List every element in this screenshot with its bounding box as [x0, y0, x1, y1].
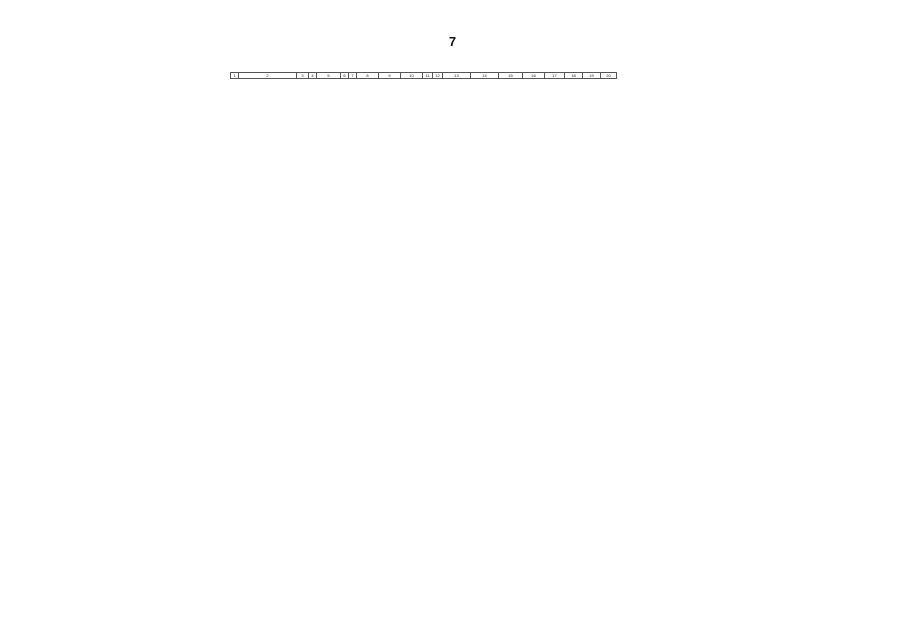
column-number-9: 9 [379, 73, 401, 79]
page-number: 7 [448, 34, 457, 49]
column-number-1: 1 [231, 73, 239, 79]
register-table-wrapper [230, 72, 617, 79]
column-number-5: 5 [317, 73, 341, 79]
column-number-15: 15 [499, 73, 523, 79]
column-number-17: 17 [545, 73, 565, 79]
column-number-13: 13 [443, 73, 471, 79]
column-number-4: 4 [309, 73, 317, 79]
column-number-6: 6 [341, 73, 349, 79]
column-number-12: 12 [433, 73, 443, 79]
column-number-7: 7 [349, 73, 357, 79]
column-number-20: 20 [601, 73, 617, 79]
column-number-8: 8 [357, 73, 379, 79]
column-number-16: 16 [523, 73, 545, 79]
column-number-19: 19 [583, 73, 601, 79]
column-number-3: 3 [297, 73, 309, 79]
column-number-18: 18 [565, 73, 583, 79]
register-table [230, 72, 617, 79]
column-number-row [231, 73, 617, 79]
column-number-14: 14 [471, 73, 499, 79]
column-number-2: 2 [239, 73, 297, 79]
column-number-11: 11 [423, 73, 433, 79]
column-number-10: 10 [401, 73, 423, 79]
